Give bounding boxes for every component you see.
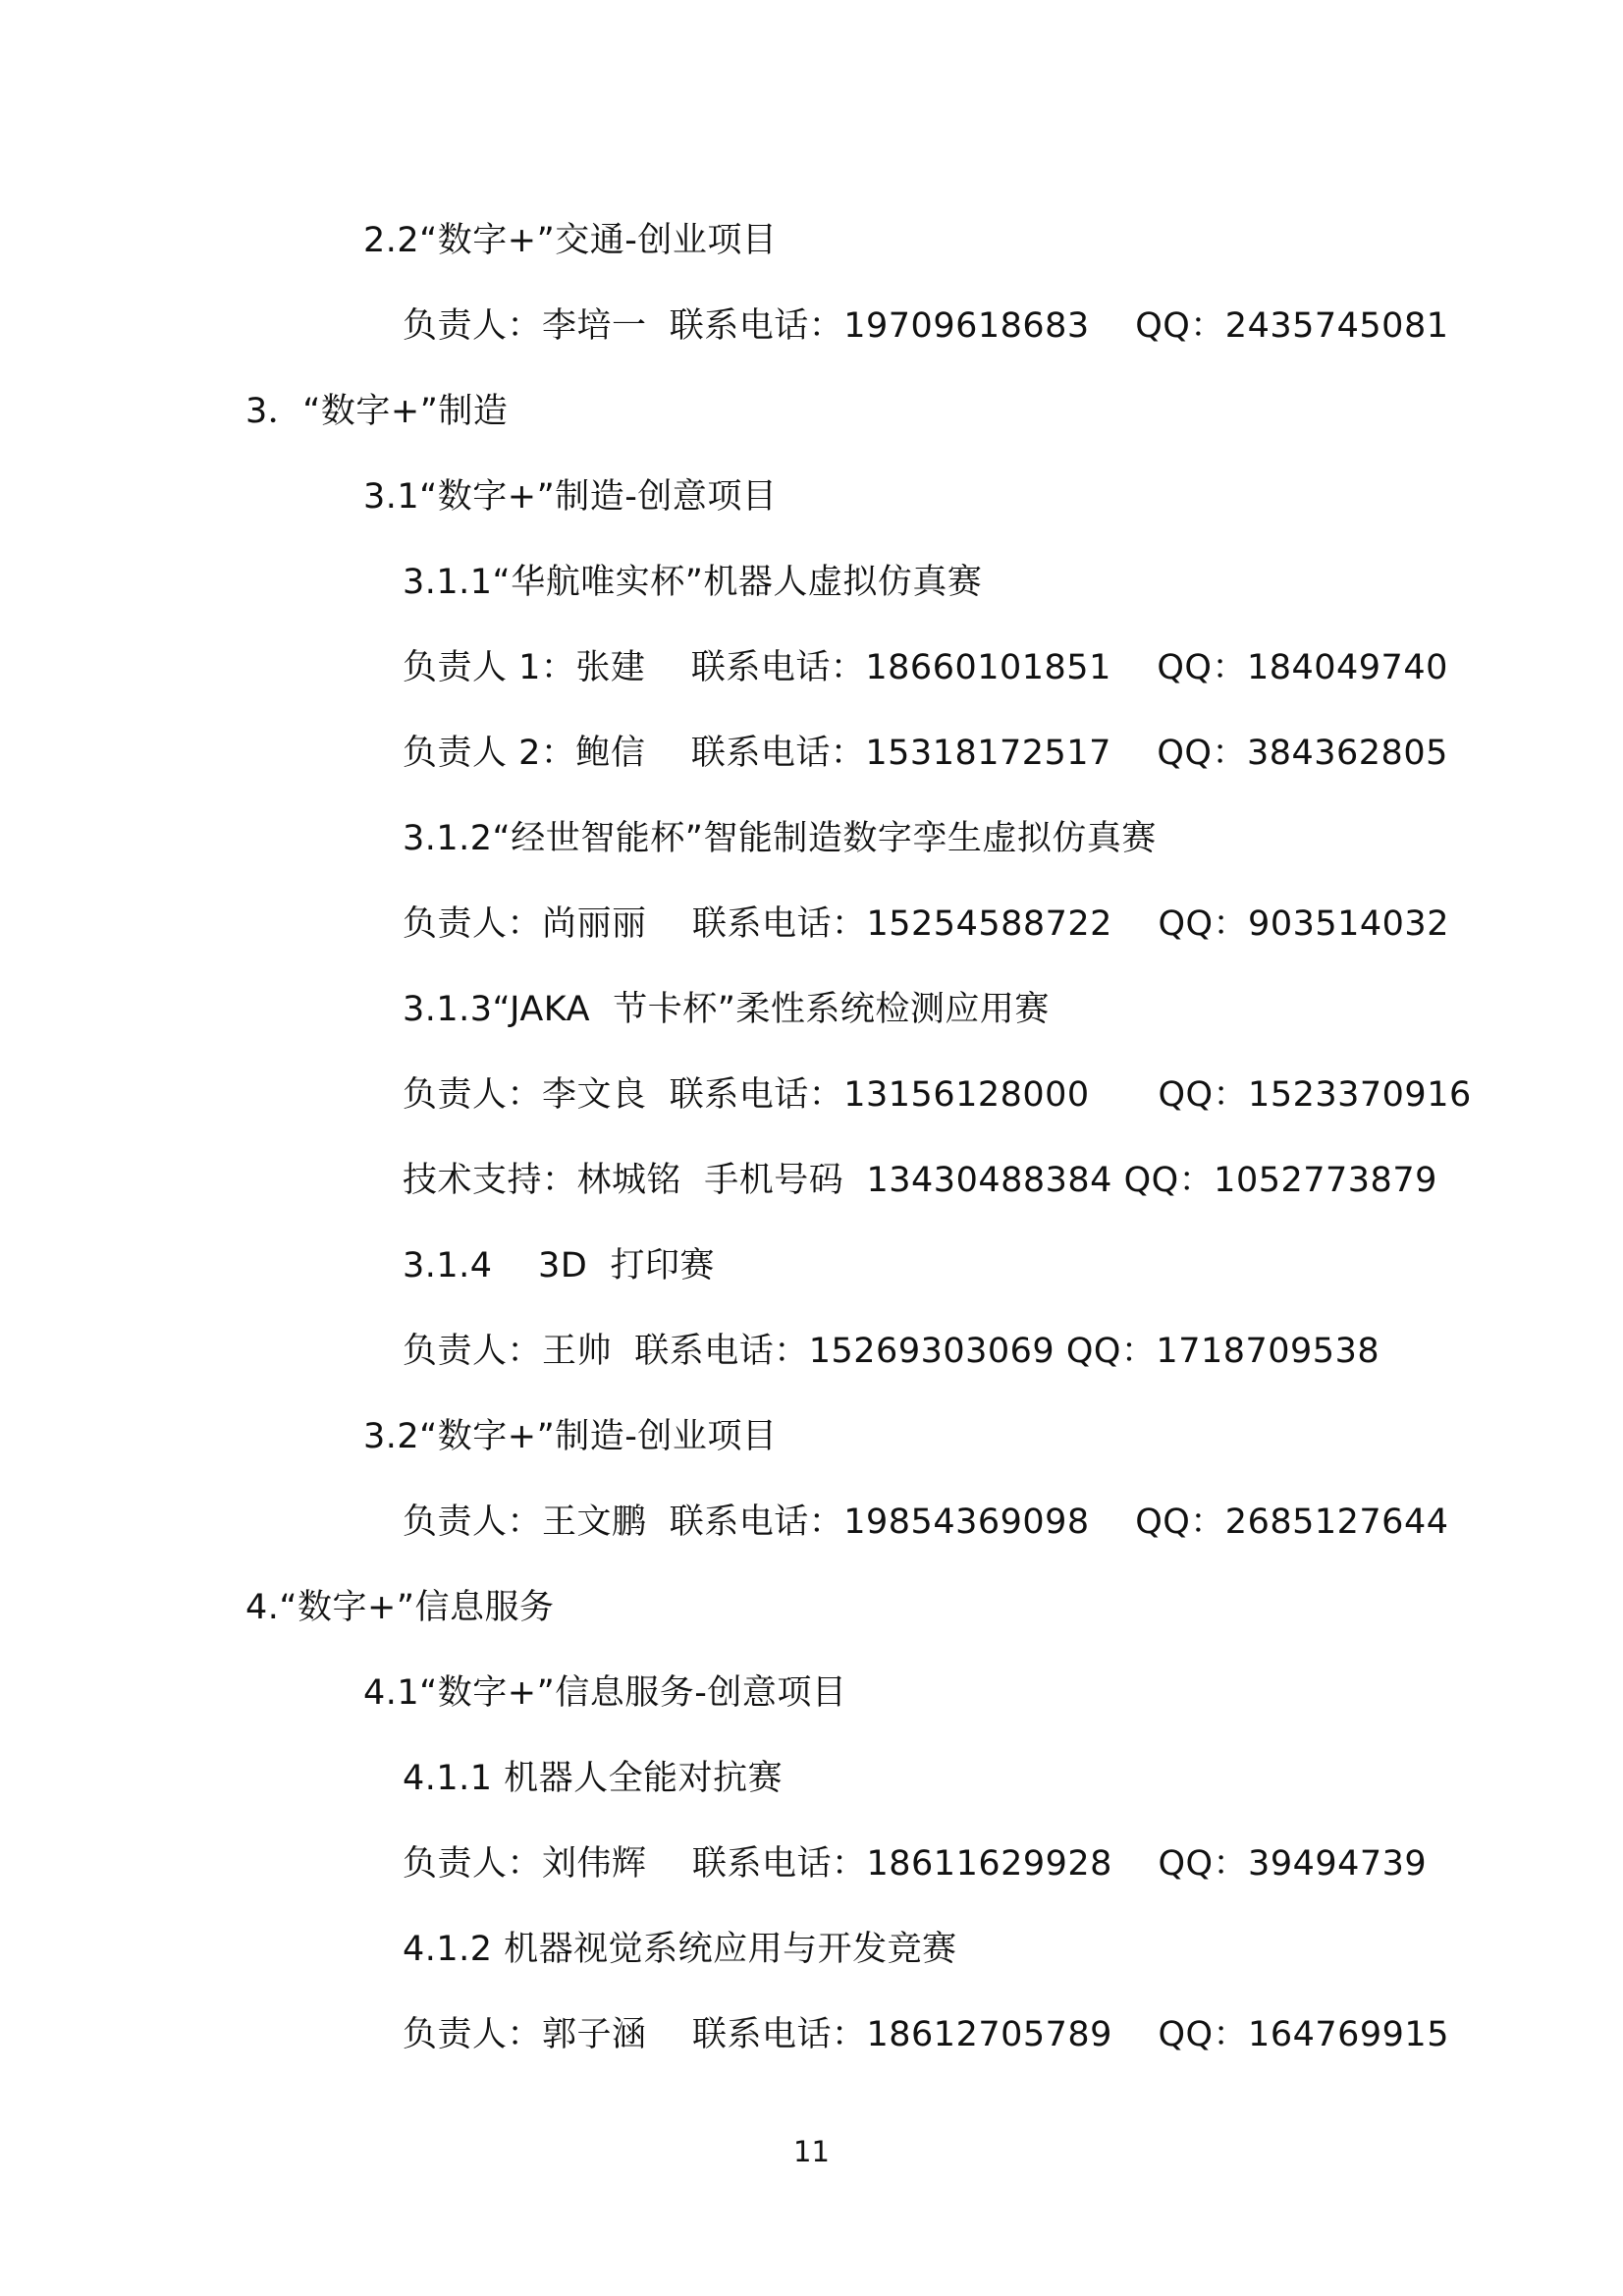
contact-line: 负责人：郭子涵 联系电话：18612705789 QQ：164769915 [403,2015,1449,2054]
section-3-1-3-heading: 3.1.3“JAKA 节卡杯”柔性系统检测应用赛 [403,990,1050,1029]
contact-line: 负责人：李文良 联系电话：13156128000 QQ：1523370916 [403,1075,1472,1115]
tech-support-line: 技术支持：林城铭 手机号码 13430488384 QQ：1052773879 [403,1161,1437,1200]
section-4-1-2-heading: 4.1.2 机器视觉系统应用与开发竞赛 [403,1930,957,1969]
section-3-1-heading: 3.1“数字+”制造-创意项目 [363,477,778,517]
contact-line: 负责人 1：张建 联系电话：18660101851 QQ：184049740 [403,648,1448,687]
section-3-1-2-heading: 3.1.2“经世智能杯”智能制造数字孪生虚拟仿真赛 [403,819,1157,858]
contact-line: 负责人：刘伟辉 联系电话：18611629928 QQ：39494739 [403,1844,1428,1884]
section-3-1-1-heading: 3.1.1“华航唯实杯”机器人虚拟仿真赛 [403,563,983,602]
section-4-1-1-heading: 4.1.1 机器人全能对抗赛 [403,1759,784,1798]
contact-line: 负责人：尚丽丽 联系电话：15254588722 QQ：903514032 [403,904,1449,944]
section-3-heading: 3．“数字+”制造 [245,392,509,431]
contact-line: 负责人：李培一 联系电话：19709618683 QQ：2435745081 [403,306,1449,346]
contact-line: 负责人：王帅 联系电话：15269303069 QQ：1718709538 [403,1332,1380,1371]
section-4-1-heading: 4.1“数字+”信息服务-创意项目 [363,1673,847,1713]
section-2-2-heading: 2.2“数字+”交通-创业项目 [363,221,778,260]
contact-line: 负责人：王文鹏 联系电话：19854369098 QQ：2685127644 [403,1503,1449,1542]
section-3-2-heading: 3.2“数字+”制造-创业项目 [363,1417,778,1456]
page-number: 11 [793,2135,830,2168]
contact-line: 负责人 2：鲍信 联系电话：15318172517 QQ：384362805 [403,734,1448,773]
section-4-heading: 4.“数字+”信息服务 [245,1588,555,1627]
section-3-1-4-heading: 3.1.4 3D 打印赛 [403,1246,716,1285]
